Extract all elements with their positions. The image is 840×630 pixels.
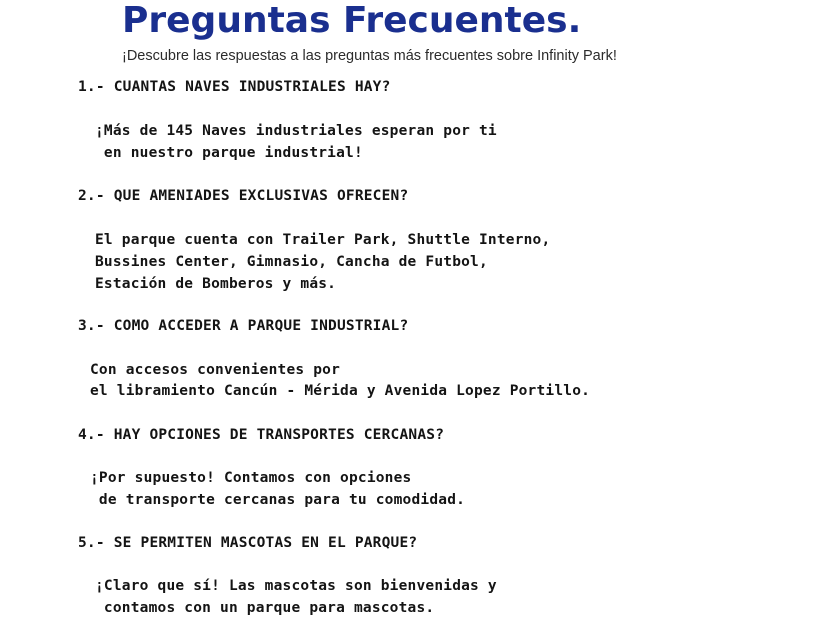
faq-question-1: 1.- CUANTAS NAVES INDUSTRIALES HAY? (78, 79, 391, 95)
faq-answer-4-line-1: ¡Por supuesto! Contamos con opciones (90, 470, 412, 486)
page-subtitle: ¡Descubre las respuestas a las preguntas más frecuentes sobre Infinity Park! (122, 48, 617, 64)
faq-answer-3-line-1: Con accesos convenientes por (90, 362, 341, 378)
faq-answer-5-line-1: ¡Claro que sí! Las mascotas son bienvenidas y (95, 578, 497, 594)
faq-answer-1-line-1: ¡Más de 145 Naves industriales esperan por ti (95, 123, 497, 139)
faq-answer-2-line-1: El parque cuenta con Trailer Park, Shuttle Interno, (95, 232, 551, 248)
page-title: Preguntas Frecuentes. (122, 0, 582, 41)
faq-answer-4-line-2: de transporte cercanas para tu comodidad. (90, 492, 466, 508)
faq-question-2: 2.- QUE AMENIADES EXCLUSIVAS OFRECEN? (78, 188, 409, 204)
faq-question-3: 3.- COMO ACCEDER A PARQUE INDUSTRIAL? (78, 318, 409, 334)
faq-answer-2-line-2: Bussines Center, Gimnasio, Cancha de Futbol, (95, 254, 488, 270)
faq-answer-2-line-3: Estación de Bomberos y más. (95, 276, 337, 292)
faq-answer-1-line-2: en nuestro parque industrial! (95, 145, 363, 161)
faq-question-4: 4.- HAY OPCIONES DE TRANSPORTES CERCANAS? (78, 427, 445, 443)
faq-question-5: 5.- SE PERMITEN MASCOTAS EN EL PARQUE? (78, 535, 418, 551)
faq-answer-3-line-2: el libramiento Cancún - Mérida y Avenida Lopez Portillo. (90, 383, 591, 399)
faq-answer-5-line-2: contamos con un parque para mascotas. (95, 600, 435, 616)
